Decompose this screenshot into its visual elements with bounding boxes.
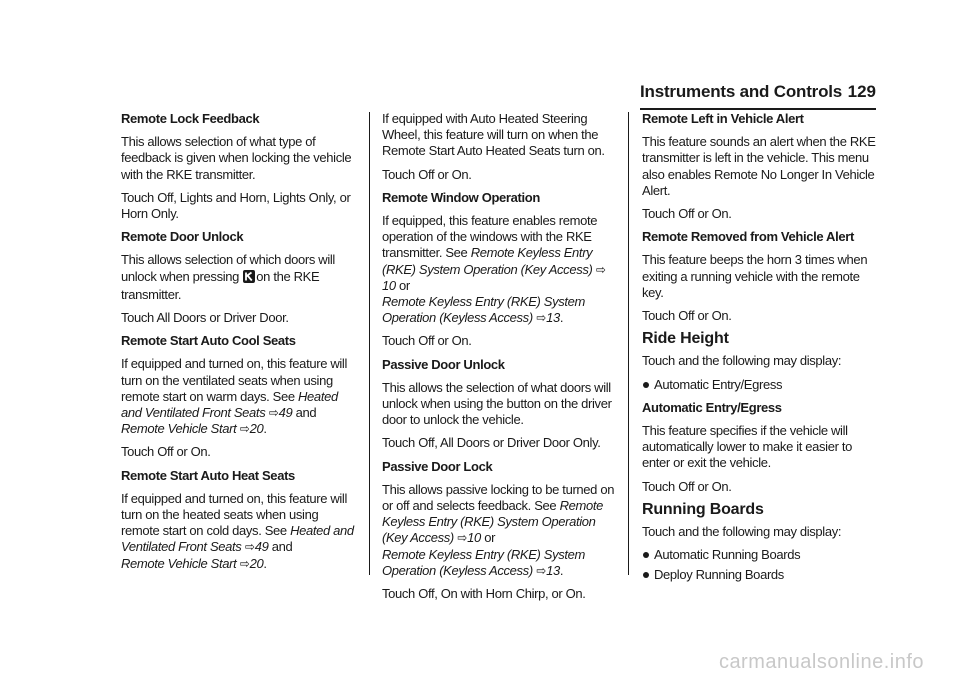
column-2 (382, 111, 618, 609)
paragraph: This feature specifies if the vehicle will automatically lower to make it easier to enter or exit the vehicle. (642, 423, 852, 471)
column-3 (642, 111, 878, 588)
paragraph: If equipped with Auto Heated Steering Wheel, this feature will turn on when the Remote Start Auto Heated Seats turn on. (382, 111, 605, 159)
heading-running-boards: Running Boards (642, 500, 764, 518)
heading-left-alert: Remote Left in Vehicle Alert (642, 111, 804, 126)
heading-auto-heat-seats: Remote Start Auto Heat Seats (121, 467, 295, 483)
paragraph-text: or (484, 530, 496, 546)
heading-ride-height: Ride Height (642, 330, 729, 348)
paragraph: If equipped and turned on, this feature will turn on the heated seats when using remote start on cold days. See Heated and Ventilated Front Seats ⇨49 and Remote Vehicle Start ⇨20. (121, 490, 354, 571)
arrow-circle-icon: ⇨ (536, 310, 546, 326)
header-rule (640, 108, 876, 110)
paragraph-text: If equipped, this feature enables remote operation of the windows with the RKE transmitter. See (382, 213, 598, 261)
paragraph (121, 252, 355, 303)
paragraph: Touch Off or On. (642, 206, 732, 222)
heading-auto-entry-egress: Automatic Entry/Egress (642, 399, 782, 415)
paragraph: Touch Off, On with Horn Chirp, or On. (382, 586, 586, 602)
paragraph: Touch Off, All Doors or Driver Door Only. (382, 435, 601, 451)
arrow-circle-icon: ⇨ (268, 405, 279, 421)
bullet-item: Deploy Running Boards (642, 567, 878, 583)
paragraph: This allows passive locking to be turned on or off and selects feedback. See Remote Keyless Entry (RKE) System Operation (Key Access) ⇨10 or Remote Keyless Entry (RKE) System Operation (Keyless Access) ⇨13. (382, 481, 615, 578)
heading-auto-cool-seats: Remote Start Auto Cool Seats (121, 333, 296, 349)
xref-link[interactable]: Heated and Ventilated Front Seats ⇨49 (121, 388, 338, 421)
paragraph: If equipped and turned on, this feature will turn on the ventilated seats when using remote start on warm days. See Heated and Ventilated Front Seats ⇨49 and Remote Vehicle Start ⇨20. (121, 356, 347, 437)
heading-passive-lock: Passive Door Lock (382, 458, 493, 474)
paragraph: Touch and the following may display: (642, 524, 842, 540)
xref-link[interactable]: Remote Keyless Entry (RKE) System Operation (Keyless Access) ⇨13 (382, 546, 586, 578)
unlock-key-icon (243, 270, 255, 287)
arrow-circle-icon: ⇨ (457, 530, 467, 546)
paragraph-text: and (295, 405, 317, 421)
paragraph: This feature sounds an alert when the RKE transmitter is left in the vehicle. This menu also enables Remote No Longer In Vehicle Alert. (642, 134, 876, 198)
paragraph: Touch and the following may display: (642, 353, 842, 369)
bullet-item: Automatic Running Boards (642, 547, 878, 563)
arrow-circle-icon: ⇨ (244, 539, 255, 555)
bullet-item: Automatic Entry/Egress (642, 377, 878, 393)
column-divider (628, 112, 629, 575)
paragraph: Touch Off or On. (382, 333, 472, 349)
paragraph-text: or (399, 277, 410, 293)
paragraph-text: This allows selection of which doors will unlock when pressing (121, 252, 335, 284)
paragraph-text: If equipped and turned on, this feature will turn on the heated seats when using remote start on cold days. See (121, 490, 347, 539)
watermark: carmanualsonline.info (718, 651, 924, 673)
paragraph: Touch Off or On. (382, 166, 472, 182)
column-divider (369, 112, 370, 575)
paragraph-text: If equipped and turned on, this feature will turn on the ventilated seats when using remote start on warm days. See (121, 356, 347, 404)
paragraph: This feature beeps the horn 3 times when exiting a running vehicle with the remote key. (642, 252, 868, 300)
paragraph-text: on the RKE transmitter. (121, 268, 320, 302)
paragraph-text: This allows passive locking to be turned on or off and selects feedback. See (382, 481, 615, 514)
xref-link[interactable]: Heated and Ventilated Front Seats ⇨49 (121, 523, 354, 555)
page-number: 129 (847, 82, 876, 101)
paragraph: This allows selection of what type of feedback is given when locking the vehicle with the RKE transmitter. (121, 134, 352, 182)
xref-link[interactable]: Remote Keyless Entry (RKE) System Operation (Key Access) ⇨10 (382, 498, 603, 546)
paragraph: Touch All Doors or Driver Door. (121, 310, 289, 326)
arrow-circle-icon: ⇨ (536, 562, 546, 578)
paragraph: Touch Off or On. (642, 308, 732, 324)
page-header (640, 82, 876, 108)
paragraph: If equipped, this feature enables remote operation of the windows with the RKE transmitter. See Remote Keyless Entry (RKE) System Operation (Key Access) ⇨10 or Remote Keyless Entry (RKE) System Operation (Keyless Access) ⇨13. (382, 213, 606, 326)
section-title: Instruments and Controls (640, 82, 843, 101)
paragraph: This allows the selection of what doors will unlock when using the button on the driver door to unlock the vehicle. (382, 379, 612, 428)
arrow-circle-icon: ⇨ (596, 261, 606, 277)
xref-link[interactable]: Remote Vehicle Start ⇨20 (121, 555, 264, 571)
heading-removed-alert: Remote Removed from Vehicle Alert (642, 229, 854, 245)
arrow-circle-icon: ⇨ (239, 555, 250, 571)
arrow-circle-icon: ⇨ (239, 421, 250, 437)
heading-remote-door-unlock: Remote Door Unlock (121, 229, 244, 245)
column-1 (121, 111, 355, 579)
heading-passive-unlock: Passive Door Unlock (382, 356, 505, 372)
xref-link[interactable]: Remote Vehicle Start ⇨20 (121, 421, 264, 437)
heading-remote-window: Remote Window Operation (382, 189, 540, 205)
heading-remote-lock-feedback: Remote Lock Feedback (121, 111, 260, 126)
paragraph: Touch Off or On. (121, 444, 211, 460)
xref-link[interactable]: Remote Keyless Entry (RKE) System Operation (Key Access) ⇨10 (382, 245, 606, 293)
xref-link[interactable]: Remote Keyless Entry (RKE) System Operation (Keyless Access) ⇨13 (382, 294, 586, 326)
paragraph: Touch Off or On. (642, 478, 732, 494)
paragraph-text: and (271, 539, 293, 555)
paragraph: Touch Off, Lights and Horn, Lights Only, or Horn Only. (121, 189, 351, 222)
